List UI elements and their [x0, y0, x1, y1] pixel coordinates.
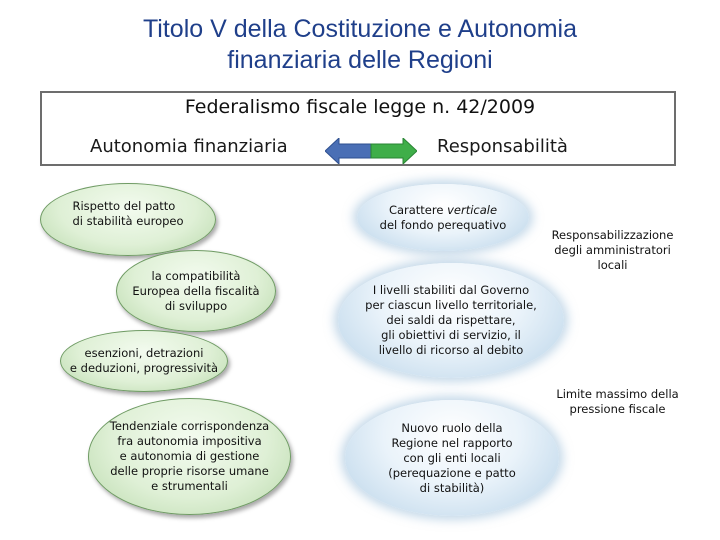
right-item-nuovo-ruolo [345, 400, 559, 516]
left-item-label: la compatibilità Europea della fiscalità di sviluppo [132, 268, 260, 313]
left-item-esenzioni [60, 330, 228, 392]
right-item-fondo-perequativo [357, 184, 529, 251]
responsabilita-label: Responsabilità [437, 136, 568, 157]
right-item-limite: Limite massimo della pressione fiscale [556, 387, 679, 416]
right-item-label: I livelli stabiliti dal Governo per ciascun livello territoriale, dei saldi da rispettare, gli obiettivi di servizio, il livello di ricorso al debito [365, 283, 537, 357]
left-item-label: esenzioni, detrazioni e deduzioni, progressività [69, 346, 219, 375]
right-item-livelli [338, 263, 564, 378]
right-item-label: Nuovo ruolo della Regione nel rapporto con gli enti locali (perequazione e patto di stabilità) [388, 420, 516, 495]
autonomia-label: Autonomia finanziaria [90, 136, 288, 157]
right-item-label: Carattere verticale del fondo perequativo [379, 202, 507, 232]
left-item-compatibilita [116, 250, 276, 332]
law-heading: Federalismo fiscale legge n. 42/2009 [184, 96, 536, 118]
double-arrow-icon [325, 138, 417, 164]
right-arrow-icon [371, 138, 417, 164]
slide-title: Titolo V della Costituzione e Autonomia finanziaria delle Regioni [142, 15, 578, 74]
right-item-responsabilizzazione: Responsabilizzazione degli amministratori locali [551, 228, 674, 272]
left-arrow-icon [325, 138, 371, 164]
left-item-label: Rispetto del patto di stabilità europeo [72, 198, 184, 228]
left-item-corrispondenza [88, 398, 291, 515]
left-item-patto [40, 183, 216, 256]
left-item-label: Tendenziale corrispondenza fra autonomia impositiva e autonomia di gestione delle proprie risorse umane e strumentali [109, 419, 270, 493]
